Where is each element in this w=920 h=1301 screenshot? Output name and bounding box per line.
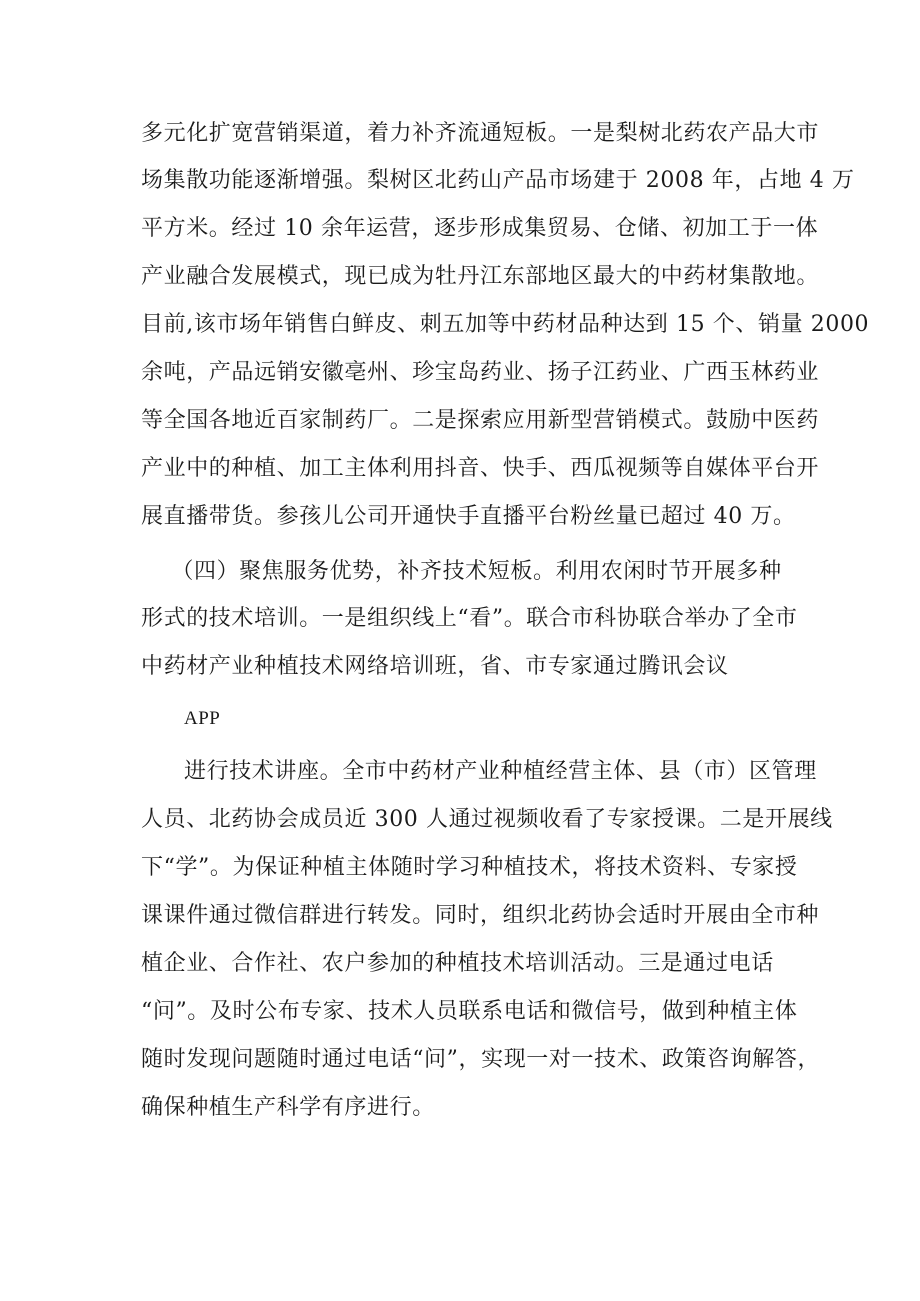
text-line: 余吨，产品远销安徽亳州、珍宝岛药业、扬子江药业、广西玉林药业 [141,360,820,385]
text-line: 进行技术讲座。全市中药材产业种植经营主体、县（市）区管理 [184,759,817,784]
text-line: 人员、北药协会成员近 300 人通过视频收看了专家授课。二是开展线 [141,807,833,832]
text-line: 目前,该市场年销售白鲜皮、刺五加等中药材品种达到 15 个、销量 2000 [141,312,870,337]
text-line: 课课件通过微信群进行转发。同时，组织北药协会适时开展由全市种 [141,903,820,928]
text-line: 确保种植生产科学有序进行。 [141,1095,435,1120]
text-line: 产业中的种植、加工主体利用抖音、快手、西瓜视频等自媒体平台开 [141,456,820,481]
section-heading-line: （四）聚焦服务优势，补齐技术短板。利用农闲时节开展多种 [141,559,782,584]
text-line: 形式的技术培训。一是组织线上“看”。联合市科协联合举办了全市 [141,606,798,631]
app-label: APP [184,708,221,729]
text-line: 多元化扩宽营销渠道，着力补齐流通短板。一是梨树北药农产品大市 [141,121,820,146]
text-line: 场集散功能逐渐增强。梨树区北药山产品市场建于 2008 年，占地 4 万 [141,168,855,193]
text-line: 下“学”。为保证种植主体随时学习种植技术，将技术资料、专家授 [141,855,798,880]
text-line: 等全国各地近百家制药厂。二是探索应用新型营销模式。鼓励中医药 [141,408,820,433]
text-line: 植企业、合作社、农户参加的种植技术培训活动。三是通过电话 [141,951,774,976]
text-line: 随时发现问题随时通过电话“问”，实现一对一技术、政策咨询解答， [141,1047,821,1072]
text-line: 展直播带货。参孩儿公司开通快手直播平台粉丝量已超过 40 万。 [141,504,796,529]
text-line: “问”。及时公布专家、技术人员联系电话和微信号，做到种植主体 [141,999,798,1024]
text-line: 产业融合发展模式，现已成为牡丹江东部地区最大的中药材集散地。 [141,264,820,289]
text-line: 平方米。经过 10 余年运营，逐步形成集贸易、仓储、初加工于一体 [141,216,819,241]
text-line: 中药材产业种植技术网络培训班，省、市专家通过腾讯会议 [141,654,729,679]
